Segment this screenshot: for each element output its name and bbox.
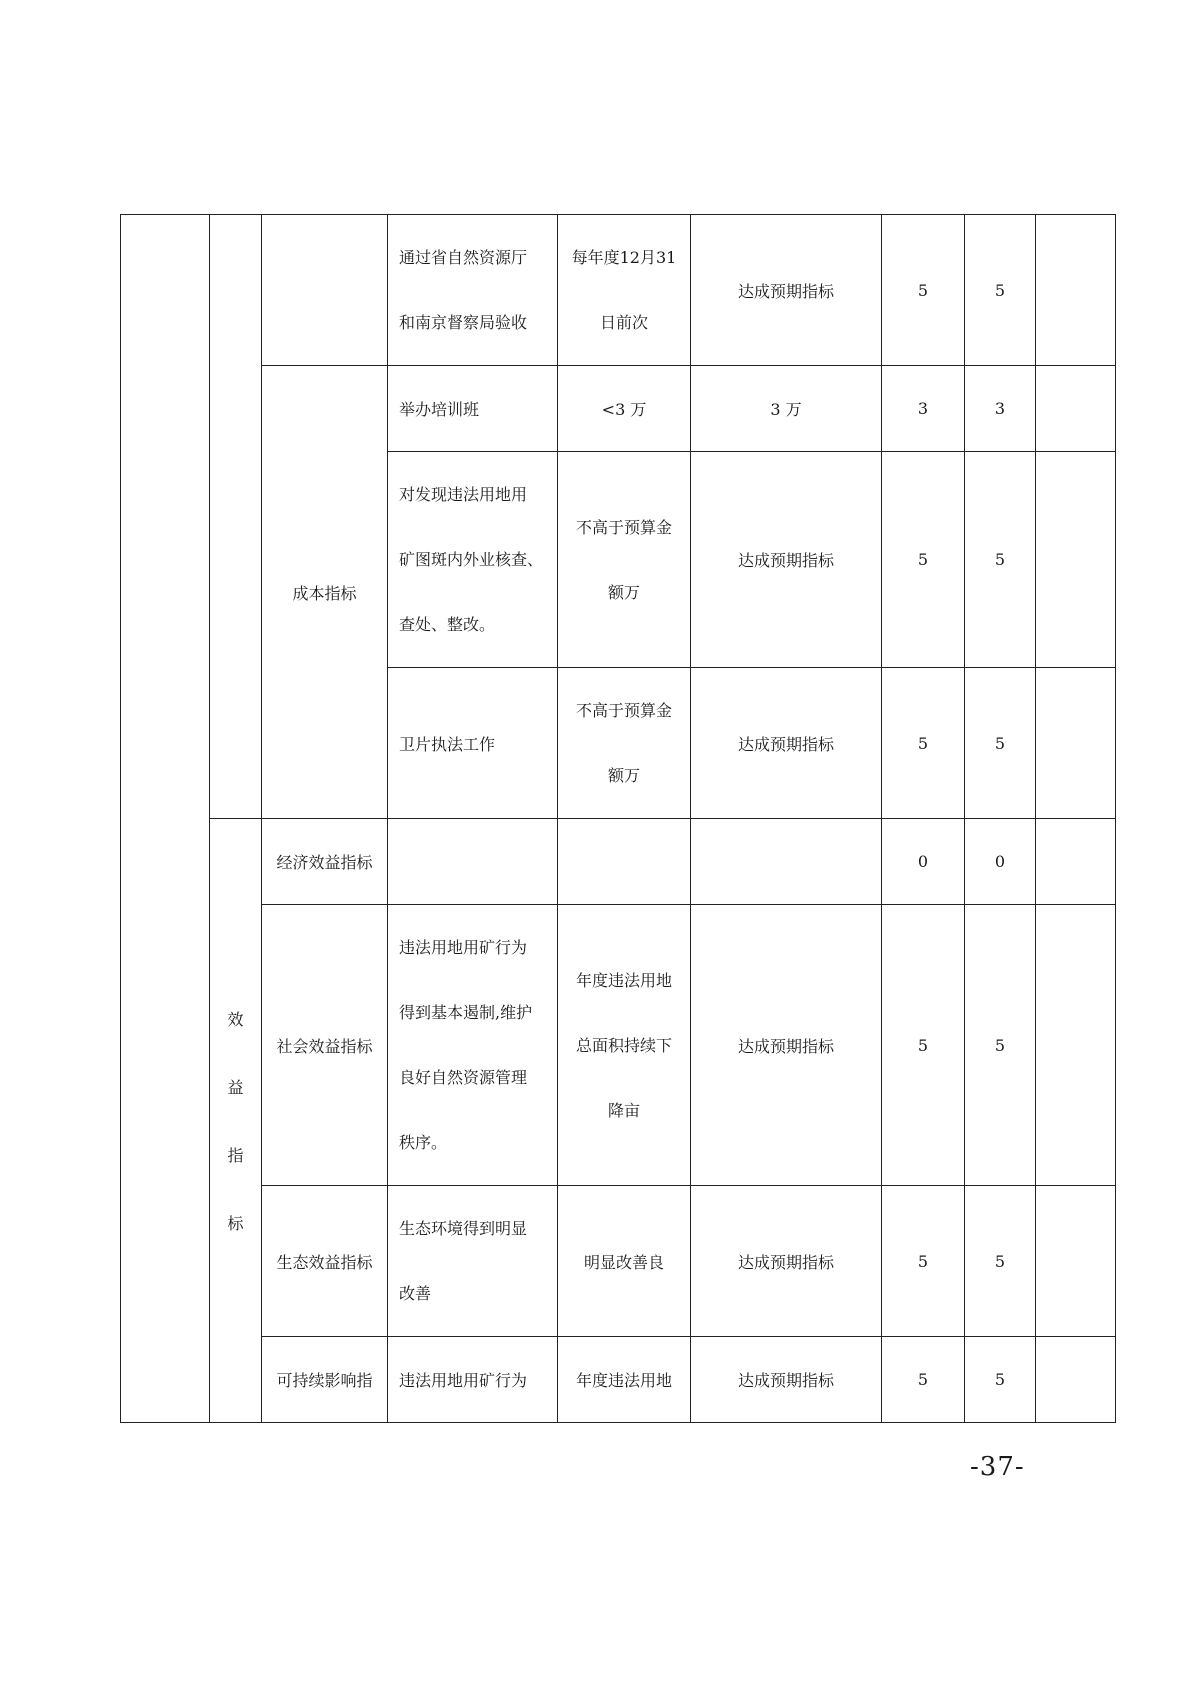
table-row bbox=[121, 215, 1116, 366]
target-value-cell: 不高于预算金 额万 bbox=[558, 452, 691, 668]
level3-indicator-cell: 社会效益指标 bbox=[262, 905, 388, 1186]
indicator-content-cell: 通过省自然资源厅 和南京督察局验收 bbox=[388, 215, 558, 366]
benefit-indicator-cell bbox=[210, 819, 262, 1423]
target-value-cell: <3 万 bbox=[558, 366, 691, 452]
score-cell: 5 bbox=[965, 215, 1036, 366]
target-value-cell: 明显改善良 bbox=[558, 1186, 691, 1337]
performance-indicator-table bbox=[120, 214, 1116, 1423]
table-row bbox=[121, 1337, 1116, 1423]
indicator-content-cell: 对发现违法用地用 矿图斑内外业核查、 查处、整改。 bbox=[388, 452, 558, 668]
note-cell bbox=[1036, 1337, 1116, 1423]
actual-value-cell: 3 万 bbox=[691, 366, 882, 452]
weight-cell: 5 bbox=[882, 452, 965, 668]
note-cell bbox=[1036, 905, 1116, 1186]
note-cell bbox=[1036, 819, 1116, 905]
weight-cell: 0 bbox=[882, 819, 965, 905]
weight-cell: 5 bbox=[882, 1186, 965, 1337]
indicator-content-cell bbox=[388, 819, 558, 905]
page-number: -37- bbox=[970, 1452, 1025, 1482]
level3-indicator-cell: 生态效益指标 bbox=[262, 1186, 388, 1337]
score-cell: 5 bbox=[965, 668, 1036, 819]
score-cell: 5 bbox=[965, 1337, 1036, 1423]
weight-cell: 3 bbox=[882, 366, 965, 452]
score-cell: 0 bbox=[965, 819, 1036, 905]
target-value-cell bbox=[558, 819, 691, 905]
actual-value-cell: 达成预期指标 bbox=[691, 1337, 882, 1423]
benefit-label-char: 益 bbox=[227, 1078, 244, 1097]
score-cell: 5 bbox=[965, 1186, 1036, 1337]
benefit-label-char: 指 bbox=[227, 1146, 244, 1165]
note-cell bbox=[1036, 366, 1116, 452]
table-row bbox=[121, 1186, 1116, 1337]
indicator-content-cell: 违法用地用矿行为 得到基本遏制,维护 良好自然资源管理 秩序。 bbox=[388, 905, 558, 1186]
weight-cell: 5 bbox=[882, 1337, 965, 1423]
indicator-content-cell: 卫片执法工作 bbox=[388, 668, 558, 819]
score-cell: 5 bbox=[965, 452, 1036, 668]
target-value-cell: 不高于预算金 额万 bbox=[558, 668, 691, 819]
weight-cell: 5 bbox=[882, 215, 965, 366]
weight-cell: 5 bbox=[882, 905, 965, 1186]
level3-indicator-cell bbox=[262, 215, 388, 366]
actual-value-cell: 达成预期指标 bbox=[691, 1186, 882, 1337]
note-cell bbox=[1036, 452, 1116, 668]
target-value-cell: 年度违法用地 bbox=[558, 1337, 691, 1423]
indicator-content-cell: 违法用地用矿行为 bbox=[388, 1337, 558, 1423]
weight-cell: 5 bbox=[882, 668, 965, 819]
benefit-label-char: 标 bbox=[227, 1214, 244, 1233]
score-cell: 5 bbox=[965, 905, 1036, 1186]
target-value-cell: 每年度12月31 日前次 bbox=[558, 215, 691, 366]
note-cell bbox=[1036, 1186, 1116, 1337]
level2-indicator-cell bbox=[210, 215, 262, 819]
indicator-content-cell: 生态环境得到明显 改善 bbox=[388, 1186, 558, 1337]
note-cell bbox=[1036, 668, 1116, 819]
note-cell bbox=[1036, 215, 1116, 366]
table-row bbox=[121, 366, 1116, 452]
benefit-label-char: 效 bbox=[227, 1010, 244, 1029]
score-cell: 3 bbox=[965, 366, 1036, 452]
actual-value-cell: 达成预期指标 bbox=[691, 668, 882, 819]
actual-value-cell: 达成预期指标 bbox=[691, 905, 882, 1186]
target-value-cell: 年度违法用地 总面积持续下 降亩 bbox=[558, 905, 691, 1186]
level1-indicator-cell bbox=[121, 215, 210, 1423]
cost-indicator-cell: 成本指标 bbox=[262, 366, 388, 819]
table-row bbox=[121, 819, 1116, 905]
level3-indicator-cell: 可持续影响指 bbox=[262, 1337, 388, 1423]
level3-indicator-cell: 经济效益指标 bbox=[262, 819, 388, 905]
indicator-content-cell: 举办培训班 bbox=[388, 366, 558, 452]
table-row bbox=[121, 905, 1116, 1186]
actual-value-cell: 达成预期指标 bbox=[691, 215, 882, 366]
actual-value-cell bbox=[691, 819, 882, 905]
actual-value-cell: 达成预期指标 bbox=[691, 452, 882, 668]
